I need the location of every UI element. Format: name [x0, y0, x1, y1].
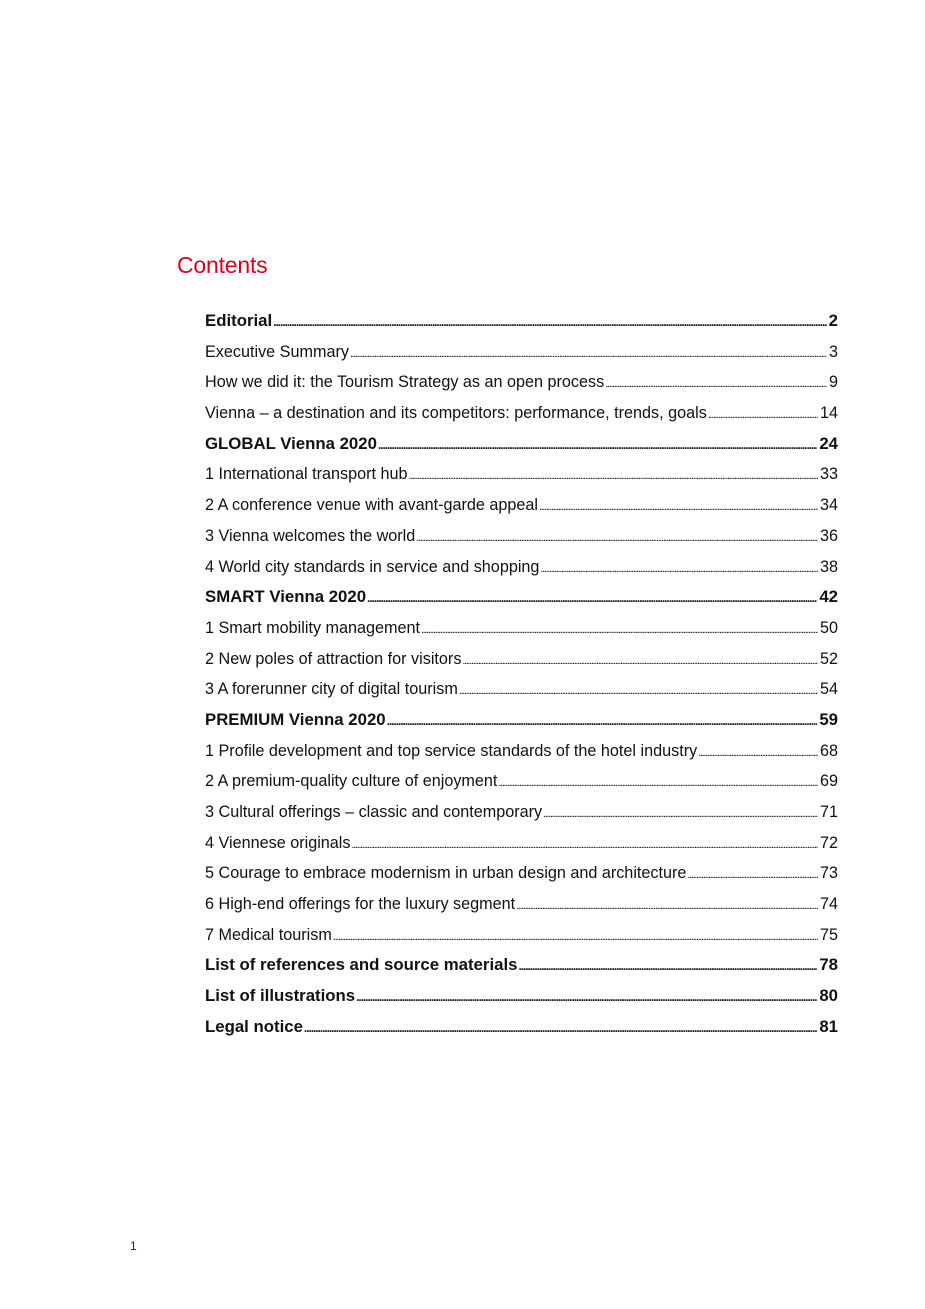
toc-entry[interactable]: [205, 952, 838, 983]
toc-entry-page: 50: [819, 618, 838, 637]
toc-entry[interactable]: [205, 400, 838, 431]
dot-leader: [408, 463, 818, 489]
dot-leader: [698, 740, 818, 766]
toc-entry-title: Legal notice: [205, 1016, 303, 1036]
toc-entry-title: Executive Summary: [205, 342, 349, 361]
dot-leader: [498, 770, 818, 796]
toc-entry[interactable]: [205, 860, 838, 891]
dot-leader: [416, 525, 818, 551]
dot-leader: [333, 924, 818, 950]
toc-entry-title: 4 World city standards in service and shopping: [205, 557, 540, 576]
toc-entry-title: List of illustrations: [205, 986, 356, 1006]
toc-entry-title: List of references and source materials: [205, 955, 518, 975]
toc-entry-title: 5 Courage to embrace modernism in urban design and architecture: [205, 864, 687, 883]
toc-entry[interactable]: [205, 369, 838, 400]
toc-entry[interactable]: [205, 676, 838, 707]
toc-entry-title: 6 High-end offerings for the luxury segment: [205, 895, 516, 914]
toc-entry-title: 1 Smart mobility management: [205, 618, 421, 637]
dot-leader: [462, 648, 818, 674]
toc-entry[interactable]: [205, 646, 838, 677]
toc-entry-title: 2 A premium-quality culture of enjoyment: [205, 772, 498, 791]
toc-entry[interactable]: [205, 707, 838, 738]
toc-entry-page: 69: [819, 772, 838, 791]
toc-entry[interactable]: [205, 799, 838, 830]
toc-entry-page: 34: [819, 496, 838, 515]
toc-entry[interactable]: [205, 768, 838, 799]
toc-entry-title: Editorial: [205, 311, 273, 330]
toc-entry-title: Vienna – a destination and its competitors: performance, trends, goals: [205, 404, 707, 423]
dot-leader: [540, 556, 818, 582]
toc-entry[interactable]: [205, 615, 838, 646]
dot-leader: [687, 862, 818, 888]
toc-entry-title: 3 Cultural offerings – classic and contemporary: [205, 803, 543, 821]
dot-leader: [378, 432, 817, 458]
toc-entry-title: 3 A forerunner city of digital tourism: [205, 680, 458, 699]
toc-entry-page: 78: [819, 955, 838, 975]
toc-entry[interactable]: [205, 891, 838, 922]
toc-entry-page: 71: [819, 803, 838, 821]
toc-entry-page: 9: [828, 373, 838, 392]
toc-entry[interactable]: [205, 461, 838, 492]
toc-entry[interactable]: [205, 738, 838, 769]
toc-entry-page: 72: [819, 833, 838, 852]
table-of-contents: [205, 308, 838, 1045]
toc-entry-page: 38: [819, 557, 838, 576]
dot-leader: [708, 402, 818, 428]
toc-entry-page: 54: [819, 680, 838, 699]
toc-entry[interactable]: [205, 308, 838, 339]
toc-entry[interactable]: [205, 830, 838, 861]
dot-leader: [543, 801, 818, 827]
toc-entry-title: 2 New poles of attraction for visitors: [205, 649, 462, 668]
toc-entry-page: 36: [819, 526, 838, 545]
toc-entry-title: 3 Vienna welcomes the world: [205, 526, 416, 545]
toc-entry-page: 75: [819, 925, 838, 944]
dot-leader: [356, 984, 817, 1010]
toc-entry[interactable]: [205, 554, 838, 585]
toc-entry[interactable]: [205, 983, 838, 1014]
dot-leader: [605, 371, 827, 397]
toc-entry-title: GLOBAL Vienna 2020: [205, 433, 377, 453]
toc-entry-title: 1 Profile development and top service standards of the hotel industry: [205, 741, 698, 760]
toc-entry-page: 42: [819, 587, 838, 607]
dot-leader: [387, 708, 818, 734]
toc-entry-page: 73: [819, 864, 838, 883]
toc-entry[interactable]: [205, 1014, 838, 1045]
page-title: Contents: [177, 252, 268, 278]
dot-leader: [421, 617, 818, 643]
toc-entry[interactable]: [205, 922, 838, 953]
toc-entry-title: 1 International transport hub: [205, 465, 408, 484]
toc-entry-page: 24: [819, 433, 838, 453]
toc-entry-page: 52: [819, 649, 838, 668]
toc-entry-title: SMART Vienna 2020: [205, 587, 367, 607]
toc-entry-title: How we did it: the Tourism Strategy as an open process: [205, 373, 605, 392]
toc-entry-page: 3: [828, 342, 838, 361]
dot-leader: [516, 893, 818, 919]
toc-entry-page: 80: [819, 986, 838, 1006]
page-number: 1: [130, 1239, 137, 1253]
dot-leader: [367, 585, 817, 611]
toc-entry-page: 59: [819, 709, 838, 729]
toc-entry-title: 2 A conference venue with avant-garde appeal: [205, 496, 538, 515]
toc-entry-page: 2: [828, 311, 838, 330]
toc-entry-page: 68: [819, 741, 838, 760]
toc-entry-title: 7 Medical tourism: [205, 925, 332, 944]
toc-entry[interactable]: [205, 339, 838, 370]
dot-leader: [352, 832, 818, 858]
toc-entry-title: PREMIUM Vienna 2020: [205, 709, 386, 729]
dot-leader: [350, 341, 827, 367]
toc-entry[interactable]: [205, 523, 838, 554]
dot-leader: [304, 1015, 817, 1041]
toc-entry-title: 4 Viennese originals: [205, 833, 351, 852]
toc-entry-page: 81: [819, 1016, 838, 1036]
toc-entry[interactable]: [205, 431, 838, 462]
dot-leader: [518, 953, 817, 979]
toc-entry-page: 33: [819, 465, 838, 484]
toc-entry[interactable]: [205, 492, 838, 523]
toc-entry[interactable]: [205, 584, 838, 615]
dot-leader: [459, 678, 818, 704]
dot-leader: [273, 309, 827, 335]
dot-leader: [539, 494, 818, 520]
toc-entry-page: 74: [819, 895, 838, 914]
toc-entry-page: 14: [819, 404, 838, 423]
